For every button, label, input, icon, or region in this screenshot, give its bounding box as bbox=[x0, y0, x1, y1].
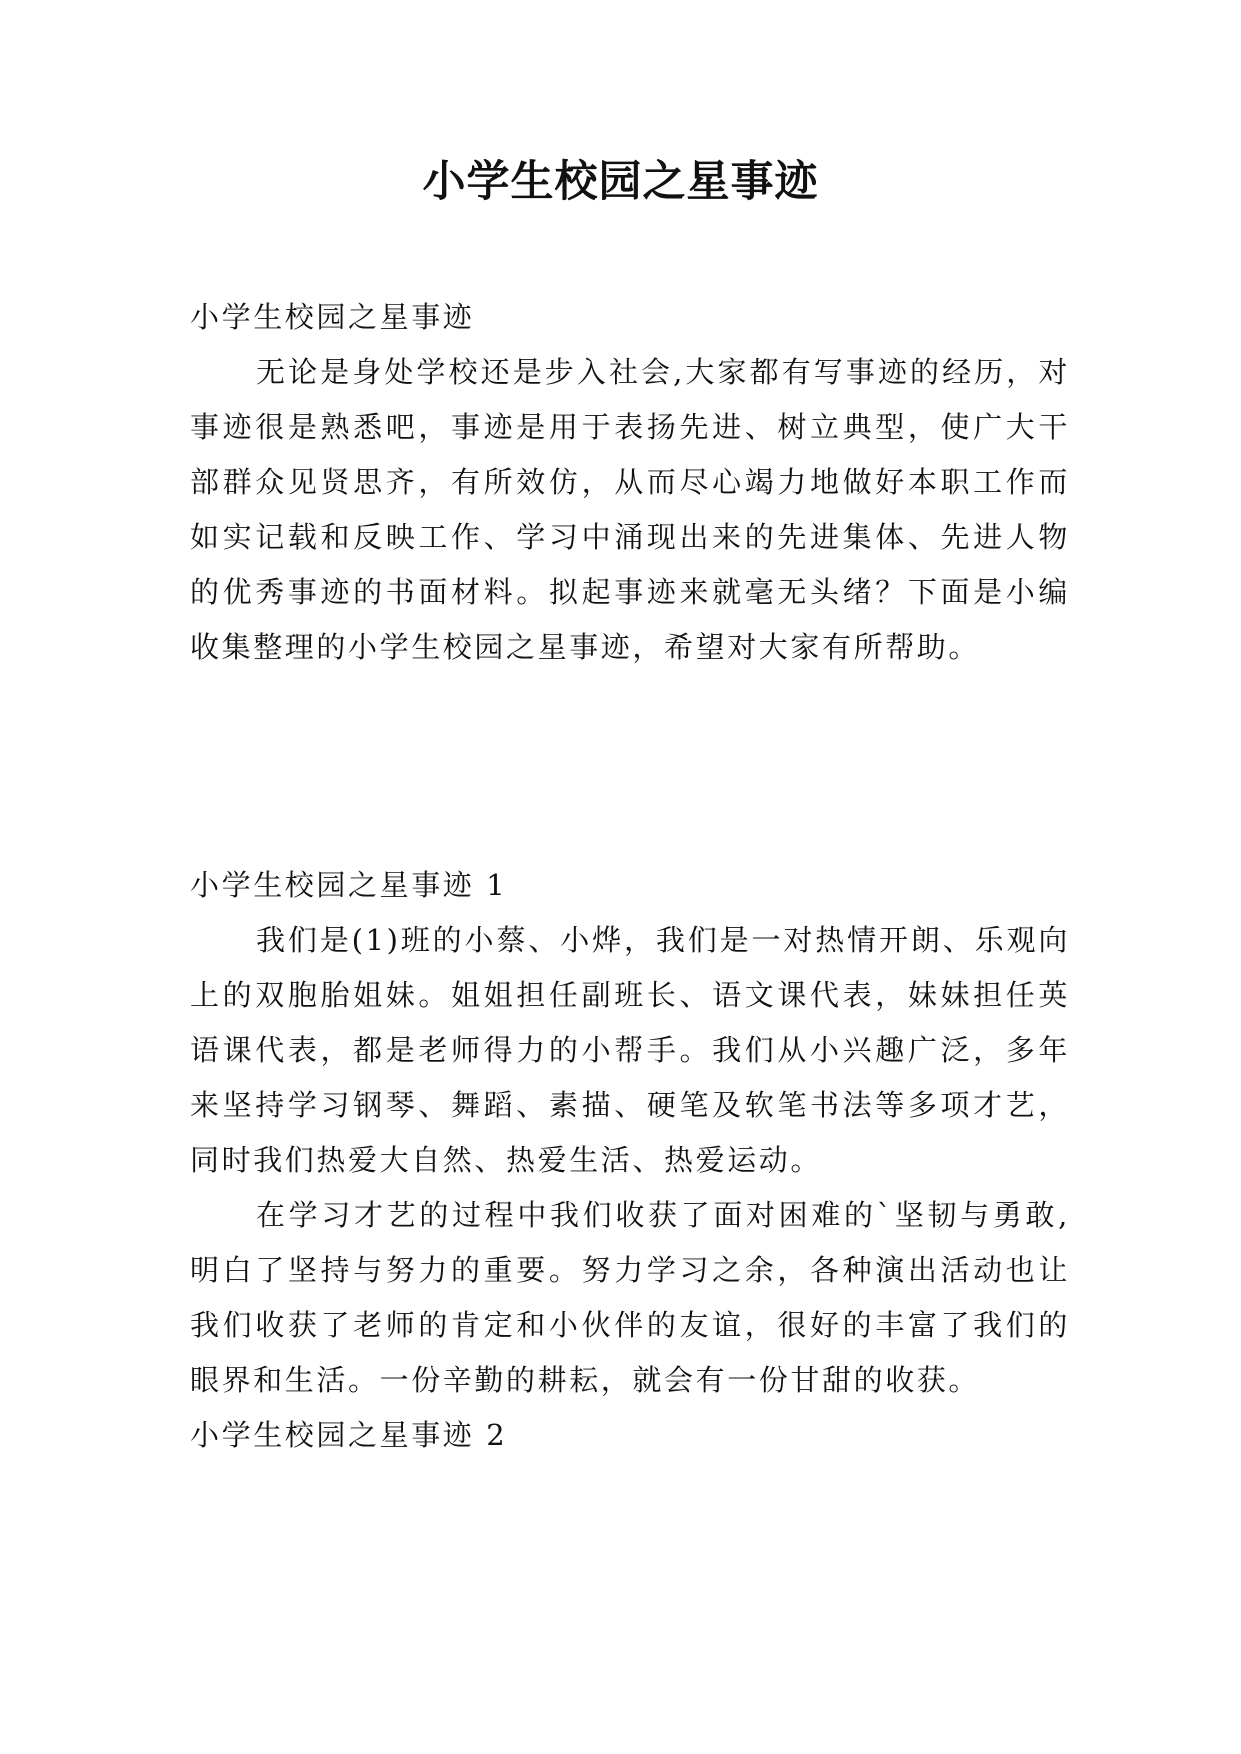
section-1-heading: 小学生校园之星事迹 1 bbox=[190, 868, 508, 902]
section-1-paragraph-1: 我们是(1)班的小蔡、小烨，我们是一对热情开朗、乐观向上的双胞胎姐妹。姐姐担任副班长、语文课代表，妹妹担任英语课代表，都是老师得力的小帮手。我们从小兴趣广泛，多年来坚持学习钢琴、舞蹈、素描、硬笔及软笔书法等多项才艺，同时我们热爱大自然、热爱生活、热爱运动。 bbox=[190, 923, 1070, 1177]
section-2-heading: 小学生校园之星事迹 2 bbox=[190, 1418, 508, 1452]
intro-heading: 小学生校园之星事迹 bbox=[190, 300, 475, 334]
section-1 bbox=[190, 858, 1070, 1463]
intro-paragraph: 无论是身处学校还是步入社会,大家都有写事迹的经历，对事迹很是熟悉吧，事迹是用于表扬先进、树立典型，使广大干部群众见贤思齐，有所效仿，从而尽心竭力地做好本职工作而如实记载和反映工作、学习中涌现出来的先进集体、先进人物的优秀事迹的书面材料。拟起事迹来就毫无头绪？下面是小编收集整理的小学生校园之星事迹，希望对大家有所帮助。 bbox=[190, 355, 1070, 664]
section-1-paragraph-2: 在学习才艺的过程中我们收获了面对困难的`坚韧与勇敢,明白了坚持与努力的重要。努力学习之余，各种演出活动也让我们收获了老师的肯定和小伙伴的友谊，很好的丰富了我们的眼界和生活。一份辛勤的耕耘，就会有一份甘甜的收获。 bbox=[190, 1198, 1070, 1397]
document-title: 小学生校园之星事迹 bbox=[422, 157, 819, 207]
intro-section bbox=[190, 290, 1070, 675]
